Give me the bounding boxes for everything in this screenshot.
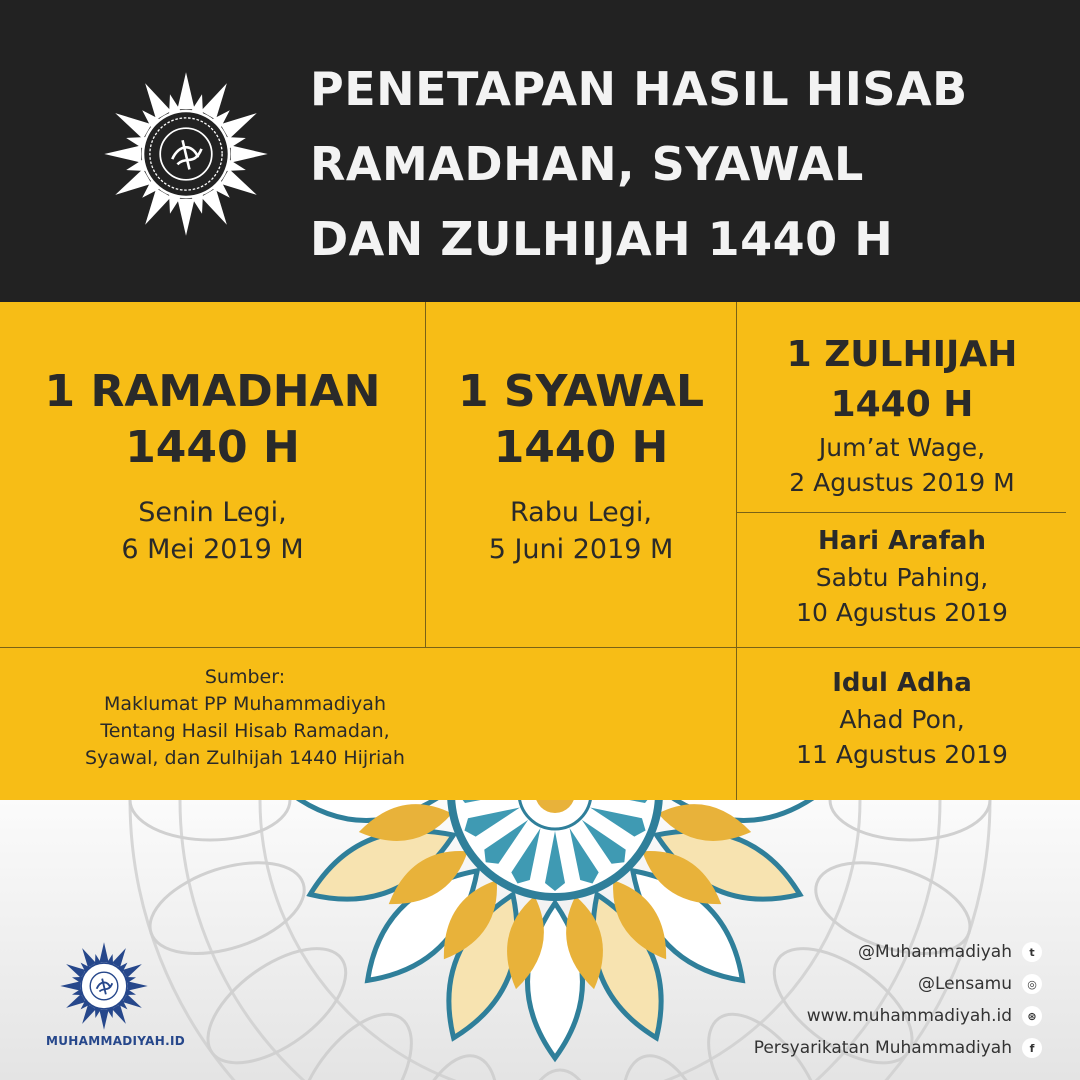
source-line-2: Tentang Hasil Hisab Ramadan, [100,720,390,742]
zulhijah-day: Jum’at Wage, [818,433,986,462]
muhammadiyah-logo-icon [100,68,272,240]
social-twitter-text: @Muhammadiyah [858,942,1012,962]
dribbble-icon: ⊛ [1022,1006,1042,1026]
source-line-1: Maklumat PP Muhammadiyah [103,693,386,715]
twitter-icon: t [1022,942,1042,962]
zulhijah-year: 1440 H [830,384,974,425]
header [0,0,1080,302]
idul-adha-label: Idul Adha [832,668,972,698]
syawal-year: 1440 H [493,422,669,473]
title-line-1: PENETAPAN HASIL HISAB [310,62,968,116]
syawal-day: Rabu Legi, [510,497,652,528]
idul-adha-day: Ahad Pon, [839,705,965,734]
divider [736,647,1080,648]
divider [0,647,736,648]
social-facebook-text: Persyarikatan Muhammadiyah [753,1038,1012,1058]
zulhijah-title: 1 ZULHIJAH [786,334,1018,375]
social-website[interactable] [807,1006,1042,1026]
facebook-icon: f [1022,1038,1042,1058]
ramadhan-cell [0,364,425,568]
ramadhan-year: 1440 H [125,422,300,473]
source-note [60,664,430,772]
arafah-day: Sabtu Pahing, [815,563,989,592]
zulhijah-cell [737,330,1067,500]
idul-adha-cell [737,664,1067,772]
source-line-3: Syawal, dan Zulhijah 1440 Hijriah [85,747,405,769]
ramadhan-date: 6 Mei 2019 M [121,534,304,565]
social-facebook[interactable] [754,1038,1042,1058]
arafah-date: 10 Agustus 2019 [796,598,1008,627]
title-line-2: RAMADHAN, SYAWAL [310,137,864,191]
idul-adha-date: 11 Agustus 2019 [796,740,1008,769]
social-instagram-text: @Lensamu [917,974,1012,994]
social-website-text: www.muhammadiyah.id [806,1006,1012,1026]
muhammadiyah-logo-icon [58,940,150,1032]
arafah-cell [737,522,1067,630]
divider [736,512,1066,513]
page-title [310,52,1050,277]
social-instagram[interactable] [918,974,1042,994]
zulhijah-date: 2 Agustus 2019 M [789,468,1015,497]
title-line-3: DAN ZULHIJAH 1440 H [310,212,894,266]
social-twitter[interactable] [858,942,1042,962]
arafah-label: Hari Arafah [818,526,986,556]
syawal-cell [426,364,736,568]
syawal-date: 5 Juni 2019 M [488,534,674,565]
site-label: MUHAMMADIYAH.ID [46,1034,185,1048]
ramadhan-title: 1 RAMADHAN [44,366,381,417]
source-label: Sumber: [204,666,286,688]
instagram-icon: ◎ [1022,974,1042,994]
syawal-title: 1 SYAWAL [458,366,704,417]
ramadhan-day: Senin Legi, [138,497,287,528]
schedule-table [0,302,1080,800]
